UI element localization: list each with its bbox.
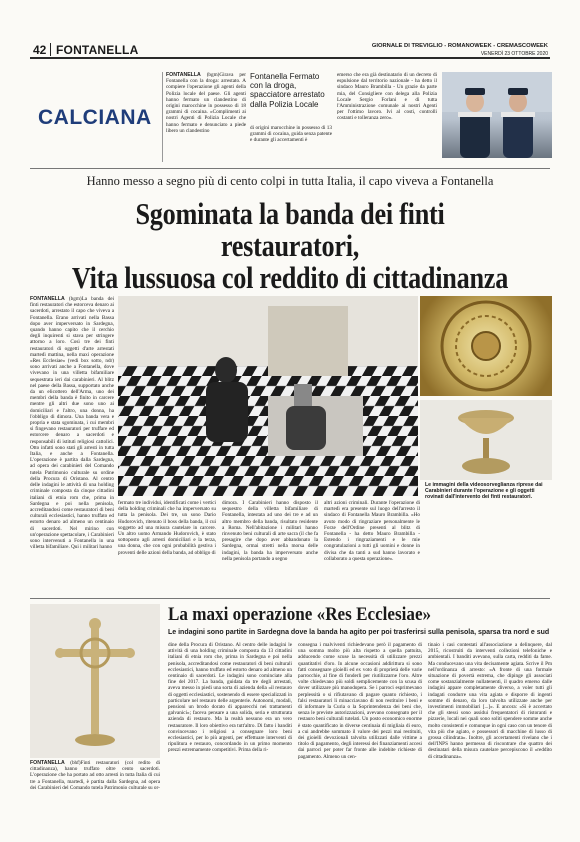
surveillance-photo	[118, 296, 418, 496]
issue-date: VENERDÌ 23 OTTOBRE 2020	[480, 51, 548, 57]
story-headline	[66, 198, 513, 294]
section-divider	[30, 168, 550, 169]
headline-line1: Sgominata la banda dei finti restauratori,	[135, 197, 445, 263]
top-story-col4: emerso che era già destinatario di un decreto di espulsione dal territorio nazionale - ha detto il sindaco Mauro Brambilla - Un grazie da parte mia, del Consigliere con delega alla Polizia Locale Sergio Forlani e di tutta l'Amministrazione comunale ai nostri Agenti per l'ottimo lavoro. Ivi al costi, controlli costanti e tolleranza zero».	[337, 72, 437, 122]
page-number: 42	[33, 43, 47, 57]
photo-caption: Le immagini della videosorveglianza riprese dai Carabinieri durante l'operazione e gli oggetti rovinati dall'intervento dei finti restauratori.	[425, 482, 543, 501]
section-name: FONTANELLA	[56, 43, 139, 57]
top-story-col3: di origini marocchine in possesso di 13 grammi di cocaina, guida senza patente e durante gli accertamenti è	[250, 125, 332, 144]
headline-line2: Vita lussuosa col reddito di cittadinanza	[71, 261, 509, 295]
box-deck: Le indagini sono partite in Sardegna dove la banda ha agito per poi trasferirsi sulla penisola, sparsa tra nord e sud	[168, 629, 550, 636]
top-story-title: Fontanella Fermato con la droga, spacciatore arrestato dalla Polizia Locale	[250, 72, 325, 109]
reliquary-photo	[30, 604, 160, 758]
box-col1: dine della Procura di Oristano. Al centro delle indagini le attività di una holding criminale composta da 13 cittadini italiani di etnia rom che, prima in Sardegna e poi nella penisola, accreditandosi come restauratori di beni culturali ecclesiastici, hanno truffato ed estorto denaro ad almeno un centinaio di sacerdoti. Le indagini sono cominciate alla fine del 2017. La banda, guidata da tre degli arrestati, aveva messo in piedi una sorta di azienda della «il restauro di oggetti ecclesiastici, sostenendo di essere specializzati in particolare nel restauro delle argenterie. Autonomi, modali, pensioni un brodo dorato di apparecchi nei trattamenti galvanici»; faceva pensare a una solida, seria e strutturata azienda di restauro. Ma la realtà nessuno era un vero restauratore. Il loro obiettivo era tutt'altro. Di fatto i banditi convincevano i religiosi a consegnare loro beni ecclesiastici, per lo più argenti, per effettuare interventi di ripulitura e restauro, concordando in un primo momento prezzi estremamente competitivi. Prima della ri-	[168, 642, 292, 754]
story-col4: altri azioni criminali. Durante l'operazione di martedì era presente sul luogo dell'arresto il sindaco di Fontanella Mauro Brambilla. «Ho avuto modo di ringraziare personalmente le Forze dell'Ordine presenti al blitz di Fontanella - ha detto Mauro Brambilla - Estendo i ringraziamenti e le mie congratulazioni a tutti gli uomini e donne in divisa che da tanti a sud hanno lavorato e collaborato a questa operazione».	[324, 500, 420, 562]
chalice-photo	[420, 400, 552, 480]
box-caption-lead: FONTANELLA	[30, 760, 65, 766]
story-lead: FONTANELLA	[30, 296, 65, 302]
top-story-lead: FONTANELLA	[166, 72, 201, 78]
header-rule	[30, 57, 550, 59]
box-headline: La maxi operazione «Res Ecclesiae»	[168, 604, 432, 625]
story-kicker: Hanno messo a segno più di cento colpi in tutta Italia, il capo viveva a Fontanella	[86, 174, 494, 188]
gold-plate-photo	[420, 296, 552, 396]
story-col1-text: (bgm)La banda dei finti restauratori che estorceva denaro ai sacerdoti, arrestato il capo che viveva a Fontanella. Erano arrivati nella Bassa dopo aver imperversato in Sardegna, quando hanno capito che il cerchio degli inquirenti si stava per stringere attorno a loro. Così tre dei finti restauratori di oggetti d'arte arrestati martedì mattina, nella maxi operazione «Res Ecclesiae» (vedi box sotto, ndr) sono arrivati anche a Fontanella, dove vivevano in una villetta bifamiliare sequestrata ieri dai carabinieri. Al blitz nel paese della Bassa, supportato anche da un elicottero dell'Arma, uno dei membri della banda è finito in carcere mentre gli altri due sono uno ai domiciliari e l'altro, una donna, ha l'obbligo di dimora. Una banda vera e propria e stata sgominata, i cui membri si fingevano restauratori per truffare ed estorcere denaro a sacerdoti e responsabili di istituti religiosi cattolici. Otto infatti sono stati gli arresti in tutta Italia, e anche a Fontanella. L'operazione è partita dalla Sardegna, ad opera dei carabinieri del Comando tutela Patrimonio culturale su ordine della Procura di Oristano. Al centro delle indagini le attività di una holding criminale composta da cinque cittadini italiani di etnia rom che, prima in Sardegna e poi nella penisola, accreditandosi come restauratori di beni culturali ecclesiastici, hanno truffato ed estorto denaro ad almeno un centinaio di sacerdoti. Nel mirino con un'operazione spettacolare, i Carabinieri sono intervenuti a Fontanella in una villetta bifamiliare. Qui i militari hanno	[30, 296, 115, 551]
police-officers-photo	[442, 72, 552, 158]
box-col2: consegna i malviventi richiedevano però il pagamento di una somma molto più alta rispetto a quella pattuita, adducendo come scuse la necessità di utilizzare prezzi quantitativi d'oro. In alcune occasioni addirittura si sono fatti consegnare gioielli ed ex voto di proprietà delle varie parrocchie, al fine di fonderli per riutilizzarne l'oro. Altre volte chiedevano più soldi semplicemente con la scusa di dover utilizzare più manodopera. Se i parroci esprimevano perplessità o si rifiutavano di pagare quanto richiesto, i falsi restauratori li minacciavano di non restituire i beni e di informare la Curia o la Soprintendenza dei beni che, senza le previste autorizzazioni, avevano consegnato per il restauro beni culturali tutelati. Un posto economico enorme è stato quantificato in diverse centinaia di migliaia di euro, a cui andrebbe sommato il valore dei pezzi mai restituiti, dei gioielli devozionali talvolta utilizzati dalle vittime a titolo di pagamento, degli interessi dei finanziamenti accesi dai parroci per poter far fronte alle indebite richieste di pagamento. Almeno un cen-	[298, 642, 422, 760]
box-divider	[30, 598, 550, 599]
section-label-calciana: CALCIANA	[38, 106, 152, 129]
header-divider	[50, 43, 51, 56]
story-col1	[30, 296, 114, 550]
reliquary-caption	[30, 760, 160, 791]
story-col3: dimora. I Carabinieri hanno disposto il sequestro della villetta bifamiliare di Fontanella, intestata ad uno dei tre e ad un altro membro della banda, risultato residente a Roma. Nell'abitazione i militari hanno rinvenuto beni culturali di arte sacra (il che fa presagire che dopo aver abbandonato la Sardegna, ormai stretti nella morsa delle indagini, la banda ha imperversato anche nella penisola portando a segno	[222, 500, 318, 562]
box-caption-text: (bhf)Finti restauratori (col redito di cittadinanza), hanno truffato oltre cento sacerdoti. L'operazione che ha portato ad otto arresti in tutta Italia di cui tre a Fontanella, martedì, è partita dalla Sardegna, ad opera dei Carabinieri del Comando tutela Patrimonio culturale su or-	[30, 760, 161, 791]
box-col3: tinaio i casi contestati all'associazione a delinquere, dal 2015, ricostruiti da interventi collezioni telefoniche e ambientali. I banditi avevano, sulla carta, redditi da fame. Ma conducevano una vita decisamente agiata. Scrive il Pm nell'ordinanza di arresto: «A fronte di una formale situazione di povertà estrema, che dipinge gli associati come sostanzialmente nullatenenti, il quadro emerso dalle indagini appare completamente diverso, a voler tutti gli indagati condurre una vita agiata e disporre di ingenti somme di denaro, da loro talvolta utilizzate anche per investimenti immobiliari [...]». E ancora: «Si è accertato che gli stessi sono assidui frequentatori di ristoranti e pizzerie, locali nei quali sono soliti spendere somme anche molto consistenti e comunque in ogni caso con un tenore di vita più che agiato, e possessori di macchine di lusso di grossa cilindrata». Inoltre, gli accertamenti rivelano che i dell'INPS hanno permesso di riscontrare che quattro dei destinatari della misura cautelare percepiscono il «reddito di cittadinanza».	[428, 642, 552, 760]
top-story-col1	[166, 72, 246, 134]
journal-name: GIORNALE DI TREVIGLIO - ROMANOWEEK - CREMASCOWEEK	[371, 43, 548, 49]
story-col2: fermato tre individui, identificati come i vertici della holding criminali che ha imperversato su tutta la penisola. Dei tre, un sono Dario Hudorovich, ritenuto il boss della banda, il cui soggetto ad una misura cautelare in carcere. Un altro uomo Armando Hudorovich, è stato sottoposto agli arresti domiciliari e la terza, una donna, che con ogni probabilità gestiva i proventi delle azioni della banda, ad obbligo di	[118, 500, 216, 556]
top-story-col1-text: (bgm)Girava per Fontanella con la droga: arrestato. A compiere l'operazione gli agenti della Polizia locale del paese. Gli agenti hanno fermato un clandestino di origini marocchine in possesso di 18 grammi di cocaina. «Complimenti ai nostri Agenti di Polizia Locale che hanno fermato e denunciato a piede libero un clandestino	[166, 72, 247, 134]
